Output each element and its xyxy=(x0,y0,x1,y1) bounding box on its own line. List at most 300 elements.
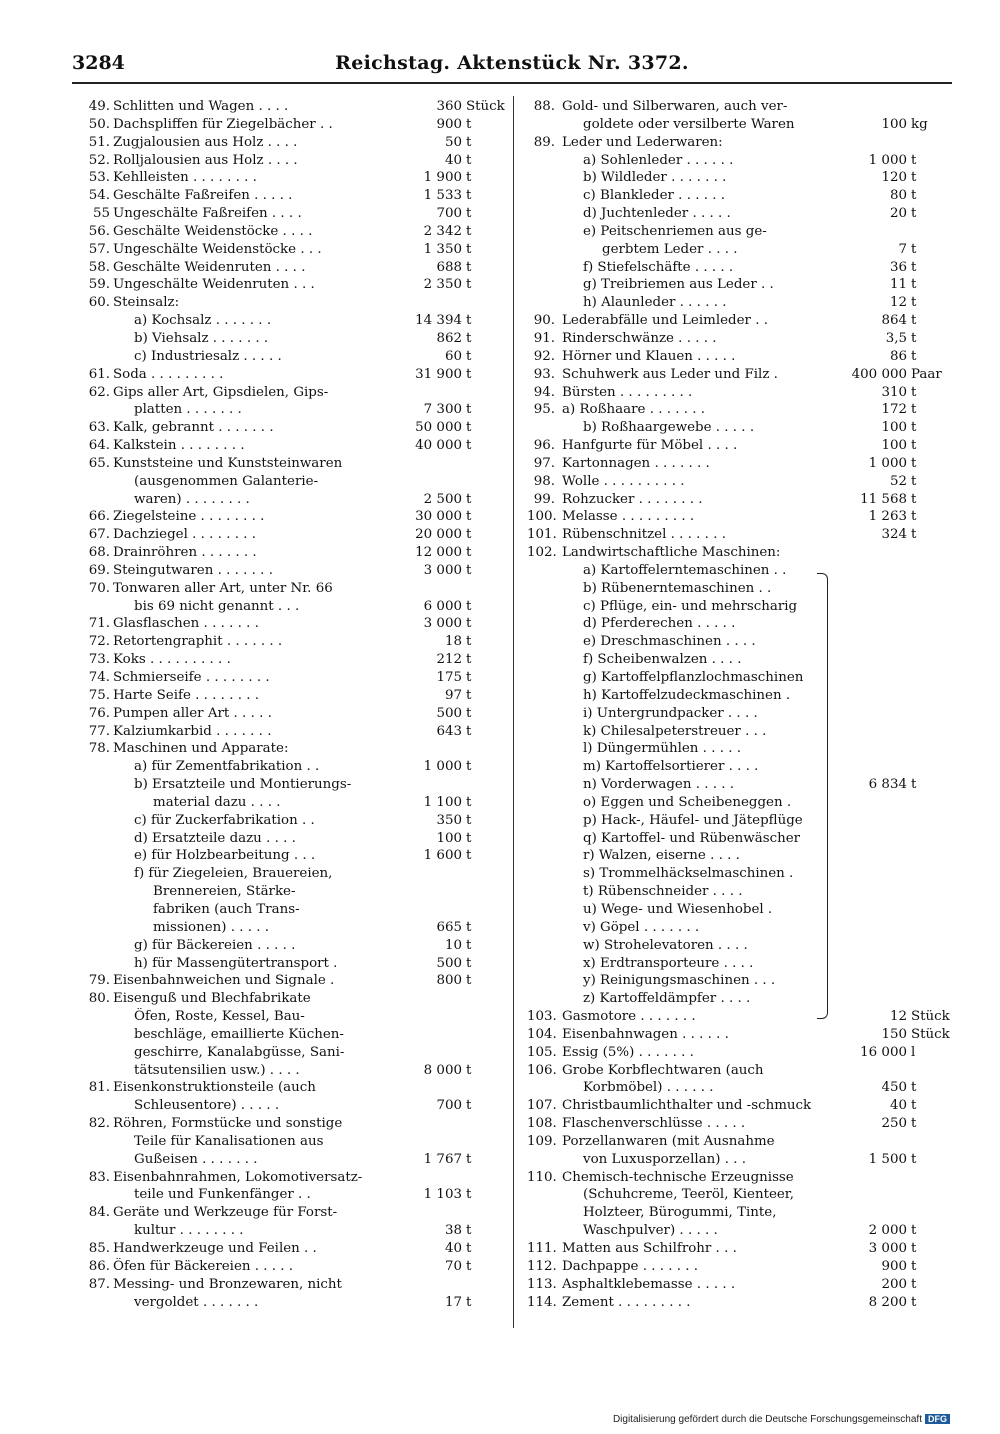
table-row xyxy=(82,366,502,384)
table-row xyxy=(82,1240,502,1258)
item-unit: t xyxy=(466,705,472,721)
item-quantity: 38 xyxy=(444,1223,462,1239)
table-row xyxy=(82,223,502,241)
table-row xyxy=(527,401,951,419)
item-text: kultur . . . . . . . . xyxy=(134,1223,244,1239)
table-row xyxy=(82,152,502,170)
table-row xyxy=(82,865,502,883)
item-text: Wolle . . . . . . . . . . xyxy=(562,473,685,489)
item-text: a) Kochsalz . . . . . . . xyxy=(134,313,272,329)
item-text: Eisenguß und Blechfabrikate xyxy=(113,991,311,1007)
table-row xyxy=(82,758,502,776)
item-unit: Stück xyxy=(911,1009,950,1025)
item-text: beschläge, emaillierte Küchen- xyxy=(134,1026,344,1042)
table-row xyxy=(527,865,951,883)
table-row xyxy=(82,901,502,919)
item-text: c) Blankleder . . . . . . xyxy=(583,188,726,204)
item-quantity: 31 900 xyxy=(415,366,462,382)
item-unit: t xyxy=(466,402,472,418)
item-number: 50. xyxy=(88,116,110,132)
table-row xyxy=(527,669,951,687)
table-row xyxy=(82,1008,502,1026)
table-row xyxy=(527,384,951,402)
right-column xyxy=(527,98,951,1311)
item-unit: t xyxy=(466,848,472,864)
item-unit: t xyxy=(466,1294,472,1310)
item-number: 76. xyxy=(88,705,110,721)
table-row xyxy=(82,633,502,651)
item-text: t) Rübenschneider . . . . xyxy=(583,884,743,900)
item-number: 66. xyxy=(88,509,110,525)
table-row xyxy=(82,401,502,419)
table-row xyxy=(82,598,502,616)
item-text: Dachspliffen für Ziegelbächer . . xyxy=(113,116,333,132)
item-quantity: 1 500 xyxy=(868,1151,907,1167)
item-quantity: 324 xyxy=(881,527,907,543)
item-unit: t xyxy=(466,1151,472,1167)
item-number: 108. xyxy=(527,1116,557,1132)
item-unit: t xyxy=(466,670,472,685)
item-text: tätsutensilien usw.) . . . . xyxy=(134,1062,300,1078)
table-row xyxy=(527,544,951,562)
item-quantity: 1 103 xyxy=(423,1187,462,1203)
item-unit: t xyxy=(911,1151,917,1167)
item-quantity: 16 000 xyxy=(860,1044,907,1060)
item-unit: t xyxy=(911,277,917,293)
table-row xyxy=(527,776,951,794)
item-text: Dachziegel . . . . . . . . xyxy=(113,527,256,543)
table-row xyxy=(527,1151,951,1169)
item-text: Porzellanwaren (mit Ausnahme xyxy=(562,1133,775,1149)
item-unit: t xyxy=(911,402,917,418)
table-row xyxy=(82,937,502,955)
item-text: Schleusentore) . . . . . xyxy=(134,1098,280,1114)
item-unit: t xyxy=(911,384,917,400)
item-text: Essig (5%) . . . . . . . xyxy=(562,1044,694,1060)
item-unit: t xyxy=(466,170,472,186)
table-row xyxy=(527,1079,951,1097)
item-unit: t xyxy=(466,152,472,168)
item-unit: t xyxy=(466,1187,472,1203)
item-quantity: 8 000 xyxy=(423,1062,462,1078)
item-text: Ungeschälte Weidenstöcke . . . xyxy=(113,241,322,257)
item-text: Tonwaren aller Art, unter Nr. 66 xyxy=(113,580,333,596)
item-text: e) Peitschenriemen aus ge- xyxy=(583,223,767,239)
table-row xyxy=(527,1062,951,1080)
table-row xyxy=(82,1044,502,1062)
table-row xyxy=(82,1115,502,1133)
item-text: Ziegelsteine . . . . . . . . xyxy=(113,509,265,525)
table-row xyxy=(82,1186,502,1204)
footer xyxy=(613,1414,950,1425)
item-number: 82. xyxy=(88,1116,110,1132)
table-row xyxy=(527,98,951,116)
item-unit: t xyxy=(466,598,472,614)
table-row xyxy=(527,705,951,723)
item-quantity: 172 xyxy=(881,402,907,418)
item-text: v) Göpel . . . . . . . xyxy=(583,919,700,935)
item-text: Ungeschälte Weidenruten . . . xyxy=(113,277,315,293)
item-number: 83. xyxy=(88,1169,110,1185)
item-text: g) für Bäckereien . . . . . xyxy=(134,937,296,953)
item-text: Dachpappe . . . . . . . xyxy=(562,1258,699,1274)
item-unit: t xyxy=(911,1080,917,1096)
item-unit: t xyxy=(911,295,917,311)
item-text: a) Roßhaare . . . . . . . xyxy=(562,402,706,418)
item-quantity: 700 xyxy=(436,206,462,222)
table-row xyxy=(527,205,951,223)
item-text: d) Pferderechen . . . . . xyxy=(583,616,736,632)
table-row xyxy=(82,740,502,758)
table-row xyxy=(527,259,951,277)
table-row xyxy=(82,847,502,865)
item-text: n) Vorderwagen . . . . . xyxy=(583,777,735,793)
item-quantity: 864 xyxy=(881,313,907,329)
item-text: q) Kartoffel- und Rübenwäscher xyxy=(583,830,801,846)
item-text: y) Reinigungsmaschinen . . . xyxy=(583,973,776,989)
item-text: Kalkstein . . . . . . . . xyxy=(113,438,245,454)
item-unit: t xyxy=(911,1241,917,1256)
item-number: 52. xyxy=(88,152,110,168)
item-number: 67. xyxy=(88,527,110,543)
item-quantity: 6 000 xyxy=(423,598,462,614)
table-row xyxy=(82,526,502,544)
item-number: 98. xyxy=(533,473,555,489)
item-quantity: 17 xyxy=(444,1294,462,1310)
table-row xyxy=(82,491,502,509)
header-rule xyxy=(72,82,952,84)
item-text: Messing- und Bronzewaren, nicht xyxy=(113,1276,342,1292)
item-quantity: 40 000 xyxy=(415,438,462,454)
item-unit: t xyxy=(466,241,472,257)
item-text: Melasse . . . . . . . . . xyxy=(562,509,695,525)
item-number: 79. xyxy=(88,973,110,989)
table-row xyxy=(82,330,502,348)
item-unit: t xyxy=(466,366,472,382)
item-number: 90. xyxy=(533,313,555,329)
table-row xyxy=(82,776,502,794)
item-quantity: 100 xyxy=(881,116,907,132)
table-row xyxy=(527,330,951,348)
item-number: 86. xyxy=(88,1258,110,1274)
table-row xyxy=(82,919,502,937)
item-unit: t xyxy=(466,955,472,971)
item-quantity: 643 xyxy=(436,723,462,739)
item-unit: t xyxy=(466,259,472,275)
item-quantity: 688 xyxy=(436,259,462,275)
item-number: 96. xyxy=(533,438,555,454)
item-unit: t xyxy=(911,491,917,507)
item-number: 51. xyxy=(88,134,110,150)
table-row xyxy=(82,1294,502,1312)
item-text: Drainröhren . . . . . . . xyxy=(113,545,257,561)
item-quantity: 862 xyxy=(436,330,462,346)
item-quantity: 2 350 xyxy=(423,277,462,293)
item-unit: t xyxy=(466,562,472,578)
table-row xyxy=(527,437,951,455)
item-number: 56. xyxy=(88,223,110,239)
table-row xyxy=(527,276,951,294)
item-number: 72. xyxy=(88,634,110,650)
item-quantity: 50 000 xyxy=(415,420,462,436)
item-text: f) für Ziegeleien, Brauereien, xyxy=(134,866,333,882)
item-number: 71. xyxy=(88,616,110,632)
table-row xyxy=(82,1026,502,1044)
item-text: Koks . . . . . . . . . . xyxy=(113,652,231,668)
item-number: 97. xyxy=(533,455,555,471)
item-unit: t xyxy=(911,527,917,543)
item-unit: t xyxy=(466,1062,472,1078)
item-number: 59. xyxy=(88,277,110,293)
item-quantity: 30 000 xyxy=(415,509,462,525)
item-number: 102. xyxy=(527,545,557,561)
item-text: vergoldet . . . . . . . xyxy=(134,1294,259,1310)
item-quantity: 3,5 xyxy=(885,330,907,346)
table-row xyxy=(82,312,502,330)
table-row xyxy=(527,651,951,669)
table-row xyxy=(82,508,502,526)
item-quantity: 1 000 xyxy=(423,759,462,775)
item-unit: t xyxy=(466,545,472,561)
item-quantity: 86 xyxy=(889,348,907,364)
item-quantity: 11 568 xyxy=(860,491,907,507)
table-row xyxy=(527,419,951,437)
item-quantity: 3 000 xyxy=(868,1241,907,1256)
item-unit: t xyxy=(466,812,472,828)
item-text: d) Ersatzteile dazu . . . . xyxy=(134,830,296,846)
item-unit: t xyxy=(466,687,472,703)
table-row xyxy=(527,633,951,651)
item-text: o) Eggen und Scheibeneggen . xyxy=(583,794,792,810)
item-number: 55 xyxy=(92,206,110,222)
item-text: k) Chilesalpeterstreuer . . . xyxy=(583,723,767,739)
item-text: b) Viehsalz . . . . . . . xyxy=(134,330,269,346)
table-row xyxy=(527,526,951,544)
item-quantity: 665 xyxy=(436,919,462,935)
item-text: Holzteer, Bürogummi, Tinte, xyxy=(583,1205,777,1221)
item-quantity: 7 300 xyxy=(423,402,462,418)
item-quantity: 12 000 xyxy=(415,545,462,561)
item-number: 64. xyxy=(88,438,110,454)
table-row xyxy=(527,187,951,205)
item-number: 57. xyxy=(88,241,110,257)
item-text: gerbtem Leder . . . . xyxy=(602,241,738,257)
item-quantity: 6 834 xyxy=(868,777,907,793)
item-quantity: 400 000 xyxy=(851,366,907,382)
table-row xyxy=(527,901,951,919)
item-quantity: 1 533 xyxy=(423,188,462,204)
item-unit: t xyxy=(466,830,472,846)
column-divider xyxy=(513,96,514,1328)
table-row xyxy=(82,1169,502,1187)
item-unit: t xyxy=(466,1241,472,1256)
table-row xyxy=(527,937,951,955)
item-quantity: 60 xyxy=(444,348,462,364)
table-row xyxy=(82,830,502,848)
item-unit: t xyxy=(466,313,472,329)
table-row xyxy=(527,491,951,509)
item-quantity: 3 000 xyxy=(423,616,462,632)
item-text: c) für Zuckerfabrikation . . xyxy=(134,812,315,828)
item-number: 89. xyxy=(533,134,555,150)
item-number: 63. xyxy=(88,420,110,436)
item-number: 110. xyxy=(527,1169,557,1185)
item-unit: t xyxy=(911,1294,917,1310)
item-quantity: 900 xyxy=(436,116,462,132)
item-text: u) Wege- und Wiesenhobel . xyxy=(583,901,773,917)
item-text: c) Industriesalz . . . . . xyxy=(134,348,282,364)
item-text: Öfen, Roste, Kessel, Bau- xyxy=(134,1009,305,1025)
item-text: Eisenbahnrahmen, Lokomotiversatz- xyxy=(113,1169,363,1185)
item-unit: t xyxy=(911,1116,917,1132)
table-row xyxy=(527,598,951,616)
item-unit: t xyxy=(911,1223,917,1239)
item-unit: t xyxy=(911,241,917,257)
item-text: Ungeschälte Faßreifen . . . . xyxy=(113,206,302,222)
item-unit: t xyxy=(911,420,917,436)
item-number: 112. xyxy=(527,1258,557,1274)
item-number: 94. xyxy=(533,384,555,400)
table-row xyxy=(82,98,505,116)
table-row xyxy=(82,990,502,1008)
item-number: 58. xyxy=(88,259,110,275)
item-quantity: 100 xyxy=(436,830,462,846)
item-text: Glasflaschen . . . . . . . xyxy=(113,616,259,632)
item-text: Hanfgurte für Möbel . . . . xyxy=(562,438,738,454)
table-row xyxy=(527,223,951,241)
item-quantity: 500 xyxy=(436,705,462,721)
item-text: i) Untergrundpacker . . . . xyxy=(583,705,758,721)
item-text: Soda . . . . . . . . . xyxy=(113,366,224,382)
table-row xyxy=(82,1133,502,1151)
item-number: 62. xyxy=(88,384,110,400)
item-number: 73. xyxy=(88,652,110,668)
table-row xyxy=(527,1258,951,1276)
item-number: 85. xyxy=(88,1241,110,1256)
item-quantity: 1 767 xyxy=(423,1151,462,1167)
item-quantity: 50 xyxy=(444,134,462,150)
item-text: g) Kartoffelpflanzlochmaschinen xyxy=(583,670,804,685)
table-row xyxy=(82,705,502,723)
table-row xyxy=(82,972,502,990)
item-unit: t xyxy=(466,973,472,989)
table-row xyxy=(82,687,502,705)
item-unit: t xyxy=(911,777,917,793)
table-row xyxy=(527,134,951,152)
item-quantity: 700 xyxy=(436,1098,462,1114)
item-number: 109. xyxy=(527,1133,557,1149)
item-number: 81. xyxy=(88,1080,110,1096)
item-text: Christbaumlichthalter und -schmuck xyxy=(562,1098,812,1114)
item-text: m) Kartoffelsortierer . . . . xyxy=(583,759,759,775)
item-number: 104. xyxy=(527,1026,557,1042)
table-row xyxy=(527,758,951,776)
item-text: g) Treibriemen aus Leder . . xyxy=(583,277,774,293)
item-unit: t xyxy=(911,438,917,454)
page-title: Reichstag. Aktenstück Nr. 3372. xyxy=(335,52,689,74)
item-unit: t xyxy=(911,330,917,346)
item-quantity: 1 100 xyxy=(423,794,462,810)
table-row xyxy=(82,437,502,455)
item-text: Zement . . . . . . . . . xyxy=(562,1294,691,1310)
item-text: b) Wildleder . . . . . . . xyxy=(583,170,727,186)
item-number: 88. xyxy=(533,99,555,114)
item-unit: Stück xyxy=(466,99,505,114)
item-quantity: 14 394 xyxy=(415,313,462,329)
item-quantity: 2 000 xyxy=(868,1223,907,1239)
item-unit: kg xyxy=(911,116,928,132)
item-text: Kehlleisten . . . . . . . . xyxy=(113,170,257,186)
item-text: Rohzucker . . . . . . . . xyxy=(562,491,703,507)
item-text: material dazu . . . . xyxy=(153,794,281,810)
page-header xyxy=(72,52,952,82)
item-quantity: 100 xyxy=(881,438,907,454)
item-number: 74. xyxy=(88,670,110,685)
table-row xyxy=(527,1044,951,1062)
table-row xyxy=(527,473,951,491)
item-quantity: 200 xyxy=(881,1276,907,1292)
item-quantity: 500 xyxy=(436,955,462,971)
item-text: d) Juchtenleder . . . . . xyxy=(583,206,731,222)
item-quantity: 2 500 xyxy=(423,491,462,507)
item-quantity: 40 xyxy=(444,152,462,168)
item-quantity: 120 xyxy=(881,170,907,186)
item-number: 78. xyxy=(88,741,110,757)
item-text: Kalziumkarbid . . . . . . . xyxy=(113,723,272,739)
item-quantity: 900 xyxy=(881,1258,907,1274)
table-row xyxy=(527,615,951,633)
item-quantity: 8 200 xyxy=(868,1294,907,1310)
item-unit: t xyxy=(466,652,472,668)
item-unit: t xyxy=(911,170,917,186)
table-row xyxy=(527,1294,951,1312)
item-quantity: 80 xyxy=(889,188,907,204)
item-text: von Luxusporzellan) . . . xyxy=(583,1151,747,1167)
item-number: 105. xyxy=(527,1044,557,1060)
item-quantity: 175 xyxy=(436,670,462,685)
table-row xyxy=(527,919,951,937)
item-number: 75. xyxy=(88,687,110,703)
dfg-logo: DFG xyxy=(925,1414,950,1424)
table-row xyxy=(527,294,951,312)
item-quantity: 150 xyxy=(881,1026,907,1042)
item-quantity: 350 xyxy=(436,812,462,828)
item-quantity: 20 xyxy=(889,206,907,222)
table-row xyxy=(527,990,951,1008)
item-quantity: 70 xyxy=(444,1258,462,1274)
table-row xyxy=(527,1276,951,1294)
left-column xyxy=(82,98,505,1311)
item-text: Öfen für Bäckereien . . . . . xyxy=(113,1258,294,1274)
item-number: 70. xyxy=(88,580,110,596)
item-unit: t xyxy=(466,937,472,953)
item-text: p) Hack-, Häufel- und Jätepflüge xyxy=(583,812,803,828)
item-quantity: 40 xyxy=(889,1098,907,1114)
table-row xyxy=(527,812,951,830)
item-quantity: 800 xyxy=(436,973,462,989)
table-row xyxy=(527,1115,951,1133)
item-unit: t xyxy=(466,491,472,507)
item-quantity: 1 000 xyxy=(868,455,907,471)
item-quantity: 18 xyxy=(444,634,462,650)
item-text: Bürsten . . . . . . . . . xyxy=(562,384,693,400)
table-row xyxy=(82,241,502,259)
item-text: Harte Seife . . . . . . . . xyxy=(113,687,259,703)
item-number: 113. xyxy=(527,1276,557,1292)
table-row xyxy=(82,615,502,633)
table-row xyxy=(527,562,951,580)
item-quantity: 10 xyxy=(444,937,462,953)
